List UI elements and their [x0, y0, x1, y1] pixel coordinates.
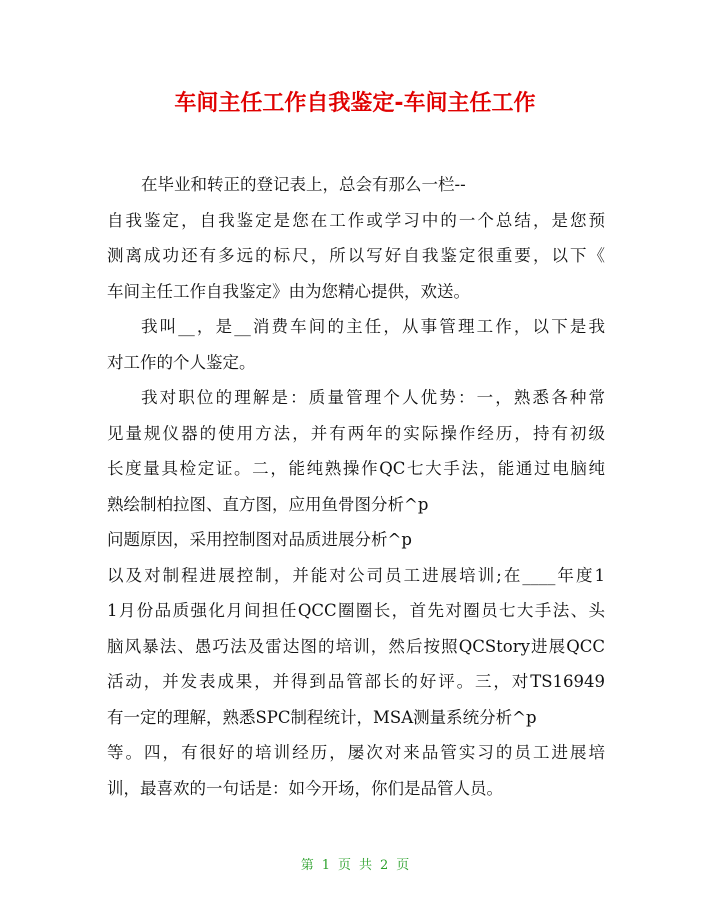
text-line: 见量规仪器的使用方法，并有两年的实际操作经历，持有初级 [107, 423, 605, 443]
document-body [107, 167, 605, 806]
text-line: 1月份品质强化月间担任QCC圈圈长，首先对圈员七大手法、头 [107, 601, 605, 620]
footer-label: 共 [359, 858, 373, 873]
footer-label: 第 [300, 858, 314, 873]
footer-label: 页 [396, 858, 410, 873]
text-line: 我叫__，是__消费车间的主任，从事管理工作，以下是我 [141, 317, 605, 336]
text-line: 自我鉴定，自我鉴定是您在工作或学习中的一个总结，是您预 [107, 210, 605, 230]
text-line: 等。四，有很好的培训经历，屡次对来品管实习的员工进展培 [107, 743, 605, 762]
page-title: 车间主任工作自我鉴定-车间主任工作 [174, 91, 536, 116]
footer-current-page: 1 [321, 858, 330, 873]
footer-label: 页 [337, 858, 351, 873]
text-line: 活动，并发表成果，并得到品管部长的好评。三，对TS16949 [107, 672, 605, 691]
text-line: 熟绘制柏拉图、直方图，应用鱼骨图分析^p [107, 494, 429, 514]
text-line: 我对职位的理解是：质量管理个人优势：一，熟悉各种常 [141, 388, 605, 407]
text-line: 训，最喜欢的一句话是：如今开场，你们是品管人员。 [107, 778, 503, 798]
text-line: 以及对制程进展控制，并能对公司员工进展培训;在____年度1 [107, 565, 605, 585]
footer-total-pages: 2 [380, 858, 389, 873]
text-line: 有一定的理解，熟悉SPC制程统计，MSA测量系统分析^p [107, 707, 537, 727]
text-line: 在毕业和转正的登记表上，总会有那么一栏-- [141, 175, 466, 194]
page-footer [0, 857, 710, 875]
text-line: 测离成功还有多远的标尺，所以写好自我鉴定很重要，以下《 [107, 246, 605, 265]
text-line: 对工作的个人鉴定。 [107, 352, 256, 372]
text-line: 车间主任工作自我鉴定》由为您精心提供，欢送。 [107, 281, 470, 301]
text-line: 长度量具检定证。二，能纯熟操作QC七大手法，能通过电脑纯 [107, 459, 605, 478]
text-line: 脑风暴法、愚巧法及雷达图的培训，然后按照QCStory进展QCC [107, 636, 605, 656]
text-line: 问题原因，采用控制图对品质进展分析^p [107, 530, 412, 549]
